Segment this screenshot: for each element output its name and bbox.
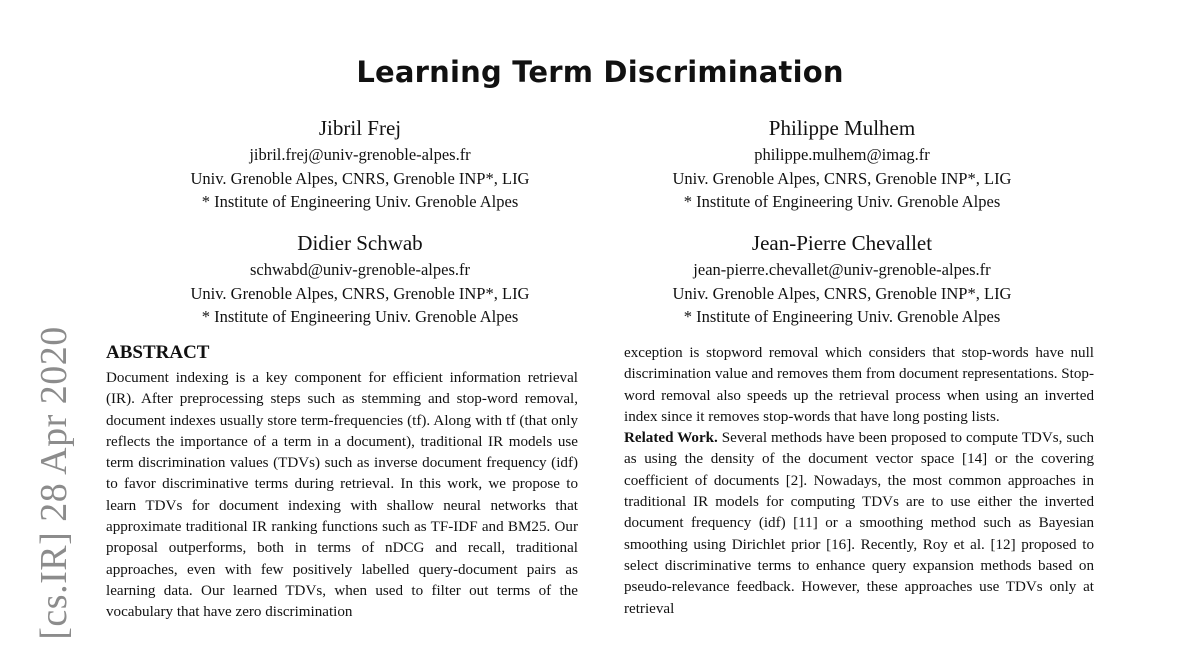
related-work-label: Related Work. xyxy=(624,430,718,447)
author-name: Jean-Pierre Chevallet xyxy=(751,231,933,255)
author-email: philippe.mulhem@imag.fr xyxy=(754,145,930,164)
author-email: jean-pierre.chevallet@univ-grenoble-alpes.fr xyxy=(693,260,991,279)
abstract-heading: ABSTRACT xyxy=(106,342,210,363)
abstract-text: Document indexing is a key component for efficient information retrieval (IR). After preprocessing steps such as stemming and stop-word removal, document indexes usually store term-frequencies (tf). Along with tf (that only reflects the importance of a term in a document), traditional IR models use term discrimination values (TDVs) such as inverse document frequency (idf) to favor discriminative terms during retrieval. In this work, we propose to learn TDVs for document indexing with shallow neural networks that approximate traditional IR ranking functions such as TF-IDF and BM25. Our proposal outperforms, both in terms of nDCG and recall, traditional approaches, even with few positively labelled query-document pairs as learning data. Our learned TDVs, when used to filter out terms of the vocabulary that have zero discrimination xyxy=(106,370,578,621)
body-paragraph: exception is stopword removal which considers that stop-words have null discrimination value and removes them from document representations. Stop-word removal also speeds up the retrieval process when using an inverted index since it removes stop-words that have long posting lists. xyxy=(624,345,1094,425)
author-institute: * Institute of Engineering Univ. Grenoble Alpes xyxy=(201,192,519,211)
related-work-paragraph xyxy=(624,428,1094,620)
author-name: Jibril Frej xyxy=(318,116,402,140)
author-name: Didier Schwab xyxy=(297,231,423,255)
author-block-3 xyxy=(120,228,600,329)
author-email: jibril.frej@univ-grenoble-alpes.fr xyxy=(249,145,471,164)
author-block-2 xyxy=(602,113,1082,214)
author-email: schwabd@univ-grenoble-alpes.fr xyxy=(250,260,470,279)
author-affiliation: Univ. Grenoble Alpes, CNRS, Grenoble INP*, LIG xyxy=(672,168,1012,188)
right-column xyxy=(624,343,1094,620)
author-affiliation: Univ. Grenoble Alpes, CNRS, Grenoble INP*, LIG xyxy=(190,283,530,303)
author-institute: * Institute of Engineering Univ. Grenoble Alpes xyxy=(201,307,519,326)
arxiv-stamp-text: [cs.IR] 28 Apr 2020 xyxy=(33,326,75,640)
paper-title: Learning Term Discrimination xyxy=(356,55,844,89)
author-name: Philippe Mulhem xyxy=(768,116,916,140)
author-institute: * Institute of Engineering Univ. Grenoble Alpes xyxy=(683,307,1001,326)
author-affiliation: Univ. Grenoble Alpes, CNRS, Grenoble INP*, LIG xyxy=(672,283,1012,303)
author-block-4 xyxy=(602,228,1082,329)
left-column xyxy=(106,340,578,624)
author-block-1 xyxy=(120,113,600,214)
author-institute: * Institute of Engineering Univ. Grenoble Alpes xyxy=(683,192,1001,211)
related-work-text: Several methods have been proposed to compute TDVs, such as using the density of the document vector space [14] or the covering coefficient of documents [2]. Nowadays, the most common approaches in traditional IR models for computing TDVs are to use either the inverted document frequency (idf) [11] or a smoothing method such as Bayesian smoothing using Dirichlet prior [16]. Recently, Roy et al. [12] proposed to select discriminative terms to enhance query expansion methods based on pseudo-relevance feedback. However, these approaches use TDVs only at retrieval xyxy=(624,430,1094,617)
author-affiliation: Univ. Grenoble Alpes, CNRS, Grenoble INP*, LIG xyxy=(190,168,530,188)
